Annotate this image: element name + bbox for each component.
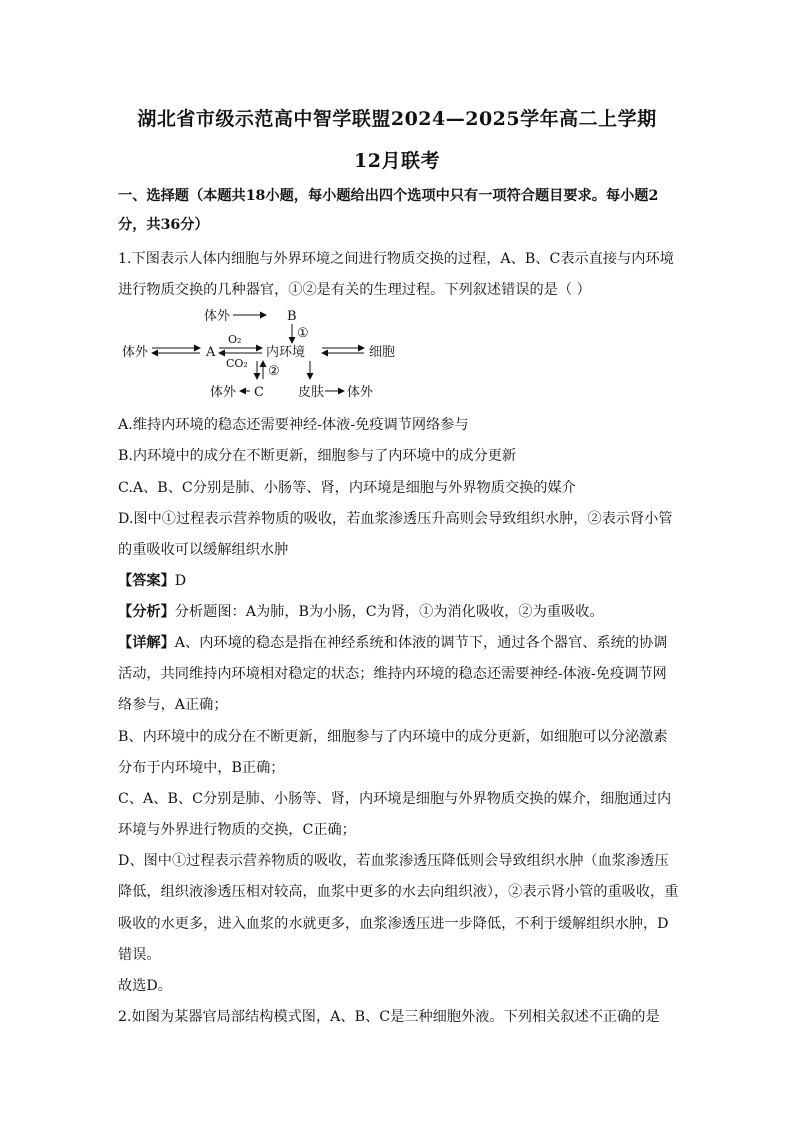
q1-conclusion: 故选D。 (118, 978, 172, 994)
diagram-b: B (287, 309, 297, 324)
diagram-cell: 细胞 (369, 345, 396, 360)
q1-detail-line: 错误。 (118, 947, 161, 963)
diagram-skin: 皮肤 (298, 385, 325, 400)
diagram-inner-environment: 内环境 (266, 345, 306, 360)
section-heading: 一、选择题（本题共18小题，每小题给出四个选项中只有一项符合题目要求。每小题2 (118, 188, 659, 204)
q2-stem: 2.如图为某器官局部结构模式图，A、B、C是三种细胞外液。下列相关叙述不正确的是 (118, 1009, 660, 1025)
diagram-outside-bottom-left: 体外 (210, 385, 237, 400)
q1-option-d: D.图中①过程表示营养物质的吸收，若血浆渗透压升高则会导致组织水肿，②表示肾小管 (118, 511, 673, 527)
answer-value: D (174, 573, 187, 589)
detail-text: A、内环境的稳态是指在神经系统和体液的调节下，通过各个器官、系统的协调 (174, 635, 668, 651)
q1-detail-line: 环境与外界进行物质的交换，C正确； (118, 822, 356, 838)
q1-detail-line: B、内环境中的成分在不断更新，细胞参与了内环境中的成分更新，如细胞可以分泌激素 (118, 729, 668, 745)
diagram-process-1: ① (297, 326, 309, 341)
q1-detail-line: C、A、B、C分别是肺、小肠等、肾，内环境是细胞与外界物质交换的媒介，细胞通过内 (118, 791, 672, 807)
diagram-co2: CO₂ (226, 357, 248, 370)
q1-detail-line: D、图中①过程表示营养物质的吸收，若血浆渗透压降低则会导致组织水肿（血浆渗透压 (118, 853, 669, 869)
q1-detail-line: 吸收的水更多，进入血浆的水就更多，血浆渗透压进一步降低，不利于缓解组织水肿，D (118, 916, 669, 932)
q1-detail-line: 活动，共同维持内环境相对稳定的状态；维持内环境的稳态还需要神经-体液-免疫调节网 (118, 666, 667, 682)
diagram-outside-top: 体外 (204, 309, 231, 324)
detail-label: 【详解】 (118, 635, 175, 651)
q1-detail-line: 分布于内环境中，B正确； (118, 760, 285, 776)
diagram-a: A (206, 345, 216, 360)
diagram-outside-bottom-right: 体外 (347, 385, 374, 400)
analysis-text: 分析题图：A为肺，B为小肠，C为肾，①为消化吸收，②为重吸收。 (174, 604, 604, 620)
q1-detail (118, 633, 678, 653)
diagram-c: C (254, 385, 264, 400)
q1-exchange-diagram (118, 303, 418, 403)
q1-analysis (118, 602, 678, 622)
q1-detail-line: 络参与，A正确； (118, 697, 228, 713)
q1-detail-line: 降低，组织液渗透压相对较高，血浆中更多的水去向组织液），②表示肾小管的重吸收，重 (118, 884, 679, 900)
document-title-line2: 12月联考 (354, 150, 440, 172)
q1-answer (118, 571, 678, 591)
q1-option-a: A.维持内环境的稳态还需要神经-体液-免疫调节网络参与 (118, 417, 469, 433)
q1-option-c: C.A、B、C分别是肺、小肠等、肾，内环境是细胞与外界物质交换的媒介 (118, 480, 576, 496)
analysis-label: 【分析】 (118, 604, 175, 620)
q1-stem: 1.下图表示人体内细胞与外界环境之间进行物质交换的过程，A、B、C表示直接与内环境 (118, 251, 674, 267)
q1-option-d-cont: 的重吸收可以缓解组织水肿 (118, 542, 289, 558)
diagram-process-2: ② (268, 364, 280, 379)
diagram-o2: O₂ (228, 333, 242, 346)
document-title-line1: 湖北省市级示范高中智学联盟2024—2025学年高二上学期 (137, 108, 657, 130)
diagram-outside-left: 体外 (122, 345, 149, 360)
answer-label: 【答案】 (118, 573, 175, 589)
section-heading-cont: 分，共36分） (118, 217, 209, 233)
q1-option-b: B.内环境中的成分在不断更新，细胞参与了内环境中的成分更新 (118, 448, 517, 464)
q1-stem-cont: 进行物质交换的几种器官，①②是有关的生理过程。下列叙述错误的是（ ） (118, 282, 591, 298)
